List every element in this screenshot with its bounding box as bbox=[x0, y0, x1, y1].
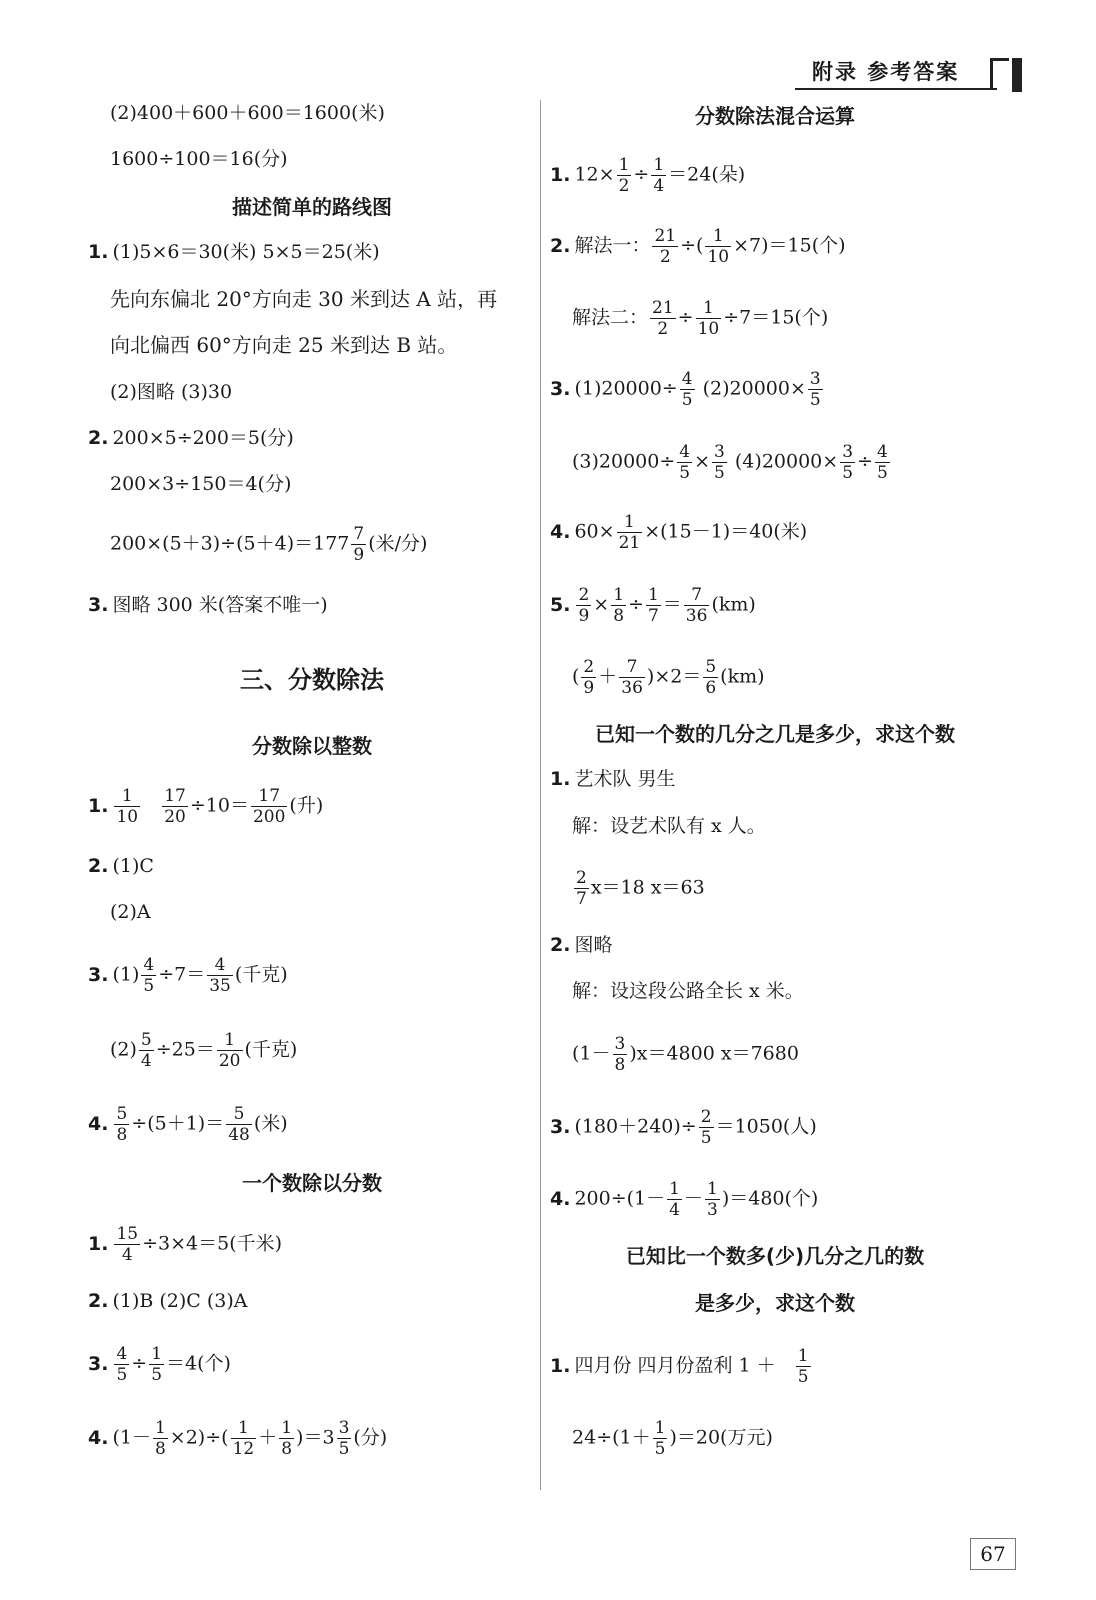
section-heading: 描述简单的路线图 bbox=[232, 195, 392, 219]
section-heading: 已知比一个数多(少)几分之几的数 bbox=[625, 1244, 925, 1268]
answer-line: 解：设艺术队有 x 人。 bbox=[572, 815, 766, 837]
answer-line: (2) $\frac{5}{4}$ ÷25＝ $\frac{1}{20}$ (千克) bbox=[110, 1030, 298, 1071]
answer-item: 2. 图略 bbox=[550, 934, 613, 956]
fraction: $\frac{7}{9}$ bbox=[353, 524, 365, 565]
section-heading: 是多少，求这个数 bbox=[695, 1291, 855, 1315]
section-heading: 已知一个数的几分之几是多少，求这个数 bbox=[595, 722, 955, 746]
answer-item: 3. (1)20000÷ $\frac{4}{5}$ (2)20000× $\frac{3}{5}$ bbox=[550, 369, 821, 410]
answer-item: 2. 200×5÷200＝5(分) bbox=[88, 427, 294, 449]
answer-item: 2. 解法一： $\frac{21}{2}$ ÷( $\frac{1}{10}$ ×7)＝15(个) bbox=[550, 226, 846, 267]
answer-item: 1. 12× $\frac{1}{2}$ ÷ $\frac{1}{4}$ ＝24(朵) bbox=[550, 155, 746, 196]
section-heading: 分数除法混合运算 bbox=[695, 104, 855, 128]
header-rule bbox=[795, 88, 997, 90]
answer-line: (2)400＋600＋600＝1600(米) bbox=[110, 102, 385, 124]
answer-item: 5. $\frac{2}{9}$ × $\frac{1}{8}$ ÷ $\frac{1}{7}$ ＝ $\frac{7}{36}$ (km) bbox=[550, 585, 756, 626]
page-number: 67 bbox=[970, 1538, 1016, 1570]
answer-item: 3. (1) $\frac{4}{5}$ ÷7＝ $\frac{4}{35}$ (千克) bbox=[88, 955, 288, 996]
answer-line: (3)20000÷ $\frac{4}{5}$ × $\frac{3}{5}$ (4)20000× $\frac{3}{5}$ ÷ $\frac{4}{5}$ bbox=[572, 442, 888, 483]
column-divider bbox=[540, 100, 541, 1490]
answer-item: 1. 四月份 四月份盈利 1 ＋ $\frac{1}{5}$ bbox=[550, 1346, 809, 1387]
answer-line: 解：设这段公路全长 x 米。 bbox=[572, 980, 804, 1002]
answer-line: (2)图略 (3)30 bbox=[110, 381, 233, 403]
answer-item: 1. 艺术队 男生 bbox=[550, 768, 676, 790]
answer-item: 4. (1－ $\frac{1}{8}$ ×2)÷( $\frac{1}{12}$ ＋ $\frac{1}{8}$ )＝3 $\frac{3}{5}$ (分) bbox=[88, 1418, 388, 1459]
answer-line: 先向东偏北 20°方向走 30 米到达 A 站，再 bbox=[110, 287, 498, 311]
header-title: 附录 参考答案 bbox=[812, 60, 960, 84]
answer-item: 3. (180＋240)÷ $\frac{2}{5}$ ＝1050(人) bbox=[550, 1107, 817, 1148]
answer-line: 向北偏西 60°方向走 25 米到达 B 站。 bbox=[110, 333, 458, 357]
edge-bar-icon bbox=[1012, 58, 1022, 92]
answer-item: 3. 图略 300 米(答案不唯一) bbox=[88, 594, 328, 616]
answer-line: 200×(5＋3)÷(5＋4)＝177 $\frac{7}{9}$ (米/分) bbox=[110, 524, 428, 565]
answer-item: 2. (1)C bbox=[88, 855, 154, 877]
answer-line: $\frac{2}{7}$ x＝18 x＝63 bbox=[576, 868, 705, 909]
answer-item: 4. 60× $\frac{1}{21}$ ×(15－1)＝40(米) bbox=[550, 512, 808, 553]
answer-line: 1600÷100＝16(分) bbox=[110, 148, 288, 170]
answer-line: 解法二： $\frac{21}{2}$ ÷ $\frac{1}{10}$ ÷7＝15(个) bbox=[572, 298, 829, 339]
answer-item: 4. 200÷(1－ $\frac{1}{4}$ － $\frac{1}{3}$ )＝480(个) bbox=[550, 1179, 819, 1220]
answer-item: 2. (1)B (2)C (3)A bbox=[88, 1290, 248, 1312]
answer-item: 1. (1)5×6＝30(米) 5×5＝25(米) bbox=[88, 241, 380, 263]
section-heading: 分数除以整数 bbox=[252, 734, 372, 758]
answer-item: 1. $\frac{1}{10}$ $\frac{17}{20}$ ÷10＝ $\frac{17}{200}$ (升) bbox=[88, 786, 324, 827]
answer-line: (2)A bbox=[110, 901, 151, 923]
corner-mark-icon bbox=[990, 58, 1009, 89]
page-header bbox=[0, 0, 1096, 100]
chapter-heading: 三、分数除法 bbox=[240, 666, 384, 694]
answer-item: 1. $\frac{15}{4}$ ÷3×4＝5(千米) bbox=[88, 1224, 283, 1265]
answer-line: (1－ $\frac{3}{8}$ )x＝4800 x＝7680 bbox=[572, 1034, 799, 1075]
answer-line: 200×3÷150＝4(分) bbox=[110, 473, 292, 495]
answer-line: 24÷(1＋ $\frac{1}{5}$ )＝20(万元) bbox=[572, 1418, 773, 1459]
answer-item: 4. $\frac{5}{8}$ ÷(5＋1)＝ $\frac{5}{48}$ (米) bbox=[88, 1104, 288, 1145]
answer-item: 3. $\frac{4}{5}$ ÷ $\frac{1}{5}$ ＝4(个) bbox=[88, 1344, 231, 1385]
section-heading: 一个数除以分数 bbox=[242, 1171, 382, 1195]
answer-line: ( $\frac{2}{9}$ ＋ $\frac{7}{36}$ )×2＝ $\frac{5}{6}$ (km) bbox=[572, 657, 765, 698]
